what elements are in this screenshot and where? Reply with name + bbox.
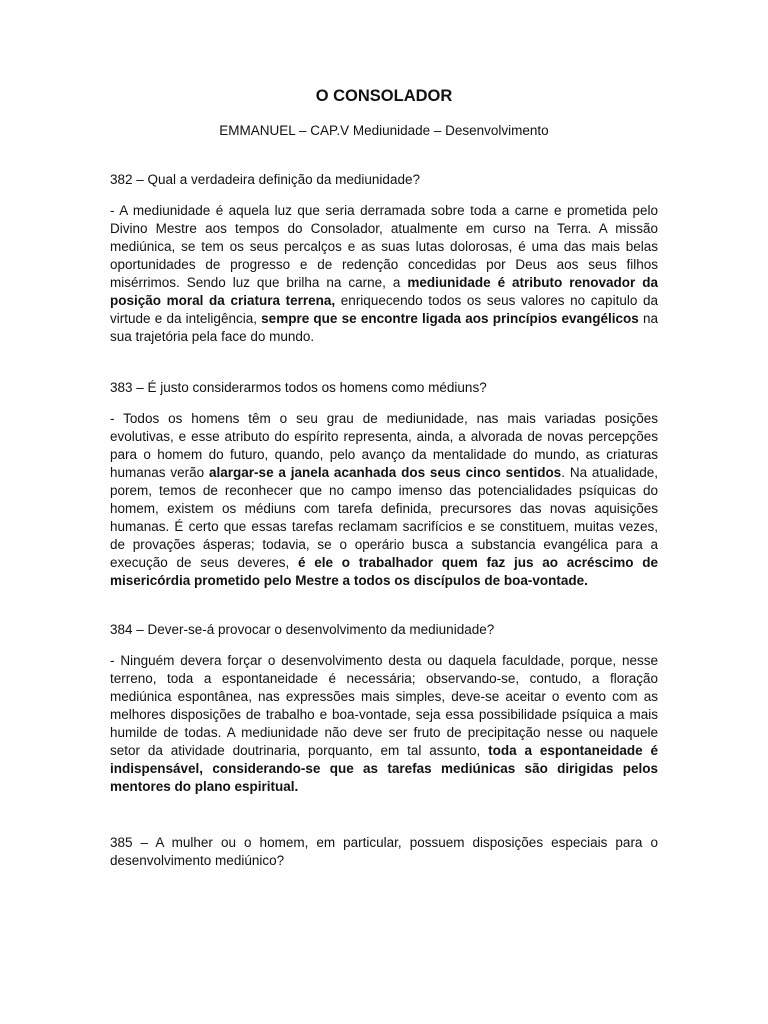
answer-382 — [110, 202, 658, 346]
document-page — [110, 86, 658, 870]
answer-segment: enriquecendo todos os seus valores no capitulo da virtude e da inteligência, — [110, 293, 658, 326]
question-block-385 — [110, 834, 658, 870]
answer-segment-bold: alargar-se a janela acanhada dos seus cinco sentidos — [209, 465, 562, 480]
question-384: 384 – Dever-se-á provocar o desenvolvimento da mediunidade? — [110, 622, 495, 637]
question-385: 385 – A mulher ou o homem, em particular, possuem disposições especiais para o desenvolvimento mediúnico? — [110, 835, 658, 868]
answer-segment-bold: sempre que se encontre ligada aos princípios evangélicos — [261, 311, 639, 326]
answer-383 — [110, 410, 658, 590]
document-subtitle: EMMANUEL – CAP.V Mediunidade – Desenvolvimento — [219, 123, 549, 138]
question-383: 383 – É justo considerarmos todos os homens como médiuns? — [110, 380, 487, 395]
answer-segment-bold: toda a espontaneidade é indispensável, considerando-se que as tarefas mediúnicas são dirigidas pelos mentores do plano espiritual. — [110, 743, 658, 794]
question-block-384 — [110, 621, 658, 796]
answer-segment-bold: é ele o trabalhador quem faz jus ao acréscimo de misericórdia prometido pelo Mestre a todos os discípulos de boa-vontade. — [110, 555, 659, 588]
answer-segment: - Ninguém devera forçar o desenvolvimento desta ou daquela faculdade, porque, nesse terreno, toda a espontaneidade é necessária; observando-se, contudo, a floração mediúnica espontânea, nas expressões mais simples, deve-se aceitar o evento com as melhores disposições de trabalho e boa-vontade, seja essa possibilidade psíquica a mais humilde de todas. A mediunidade não deve ser fruto de precipitação nesse ou naquele setor da atividade doutrinaria, porquanto, em tal assunto, — [110, 653, 658, 758]
answer-segment: - A mediunidade é aquela luz que seria derramada sobre toda a carne e prometida pelo Divino Mestre aos tempos do Consolador, atualmente em curso na Terra. A missão mediúnica, se tem os seus percalços e as suas lutas dolorosas, é uma das mais belas oportunidades de progresso e de redenção concedidas por Deus aos seus filhos misérrimos. Sendo luz que brilha na carne, a — [110, 203, 658, 290]
answer-segment: . Na atualidade, porem, temos de reconhecer que no campo imenso das potencialidades psíquicas do homem, existem os médiuns com tarefa definida, precursores das novas aquisições humanas. É certo que essas tarefas reclamam sacrifícios e se constituem, muitas vezes, de provações ásperas; todavia, se o operário busca a substancia evangélica para a execução de seus deveres, — [110, 465, 658, 570]
question-382: 382 – Qual a verdadeira definição da mediunidade? — [110, 172, 420, 187]
document-title: O CONSOLADOR — [315, 87, 453, 105]
question-block-382 — [110, 171, 658, 346]
answer-segment: na sua trajetória pela face do mundo. — [110, 311, 658, 344]
question-block-383 — [110, 379, 658, 590]
answer-segment-bold: mediunidade é atributo renovador da posição moral da criatura terrena, — [110, 275, 658, 308]
answer-384 — [110, 652, 658, 796]
answer-segment: - Todos os homens têm o seu grau de mediunidade, nas mais variadas posições evolutivas, e esse atributo do espírito representa, ainda, a alvorada de novas percepções para o homem do futuro, quando, pelo avanço da mentalidade do mundo, as criaturas humanas verão — [110, 411, 658, 480]
